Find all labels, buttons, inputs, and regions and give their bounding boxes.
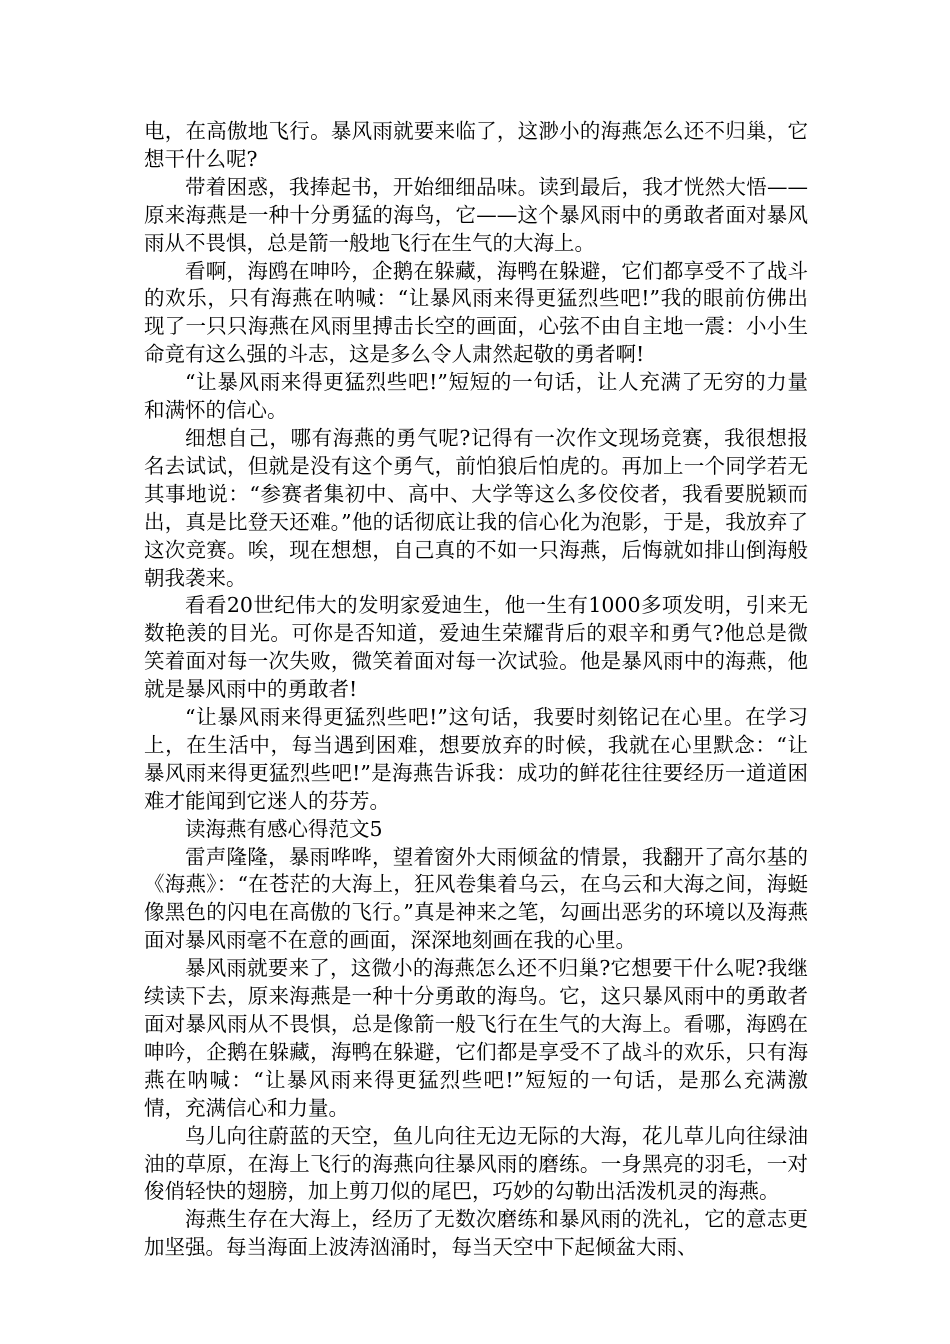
- paragraph-continuation: 电，在高傲地飞行。暴风雨就要来临了，这渺小的海燕怎么还不归巢，它想干什么呢?: [144, 119, 808, 171]
- paragraph: 看看20世纪伟大的发明家爱迪生，他一生有1000多项发明，引来无数艳羡的目光。可你是否知道，爱迪生荣耀背后的艰辛和勇气?他总是微笑着面对每一次失败，微笑着面对每一次试验。他是暴风雨中的海燕，他就是暴风雨中的勇敢者!: [144, 593, 808, 702]
- paragraph: 细想自己，哪有海燕的勇气呢?记得有一次作文现场竞赛，我很想报名去试试，但就是没有这个勇气，前怕狼后怕虎的。再加上一个同学若无其事地说：“参赛者集初中、高中、大学等这么多佼佼者，我看要脱颖而出，真是比登天还难。”他的话彻底让我的信心化为泡影，于是，我放弃了这次竞赛。唉，现在想想，自己真的不如一只海燕，后悔就如排山倒海般朝我袭来。: [144, 425, 808, 590]
- paragraph: 暴风雨就要来了，这微小的海燕怎么还不归巢?它想要干什么呢?我继续读下去，原来海燕是一种十分勇敢的海鸟。它，这只暴风雨中的勇敢者面对暴风雨从不畏惧，总是像箭一般飞行在生气的大海上。看哪，海鸥在呻吟，企鹅在躲藏，海鸭在躲避，它们都是享受不了战斗的欢乐，只有海燕在呐喊：“让暴风雨来得更猛烈些吧!”短短的一句话，是那么充满激情，充满信心和力量。: [144, 956, 808, 1120]
- document-body: [144, 118, 808, 1262]
- paragraph: 看啊，海鸥在呻吟，企鹅在躲藏，海鸭在躲避，它们都享受不了战斗的欢乐，只有海燕在呐喊：“让暴风雨来得更猛烈些吧!”我的眼前仿佛出现了一只只海燕在风雨里搏击长空的画面，心弦不由自主地一震：小小生命竟有这么强的斗志，这是多么令人肃然起敬的勇者啊!: [144, 258, 808, 367]
- paragraph: “让暴风雨来得更猛烈些吧!”短短的一句话，让人充满了无穷的力量和满怀的信心。: [144, 370, 808, 423]
- paragraph: 带着困惑，我捧起书，开始细细品味。读到最后，我才恍然大悟——原来海燕是一种十分勇猛的海鸟，它——这个暴风雨中的勇敢者面对暴风雨从不畏惧，总是箭一般地飞行在生气的大海上。: [144, 174, 808, 255]
- paragraph: 雷声隆隆，暴雨哗哗，望着窗外大雨倾盆的情景，我翻开了高尔基的《海燕》：“在苍茫的大海上，狂风卷集着乌云，在乌云和大海之间，海蜓像黑色的闪电在高傲的飞行。”真是神来之笔，勾画出恶劣的环境以及海燕面对暴风雨毫不在意的画面，深深地刻画在我的心里。: [144, 844, 808, 953]
- paragraph: 鸟儿向往蔚蓝的天空，鱼儿向往无边无际的大海，花儿草儿向往绿油油的草原，在海上飞行的海燕向往暴风雨的磨练。一身黑亮的羽毛，一对俊俏轻快的翅膀，加上剪刀似的尾巴，巧妙的勾勒出活泼机灵的海燕。: [144, 1123, 808, 1204]
- section-heading: 读海燕有感心得范文5: [185, 816, 383, 841]
- paragraph: “让暴风雨来得更猛烈些吧!”这句话，我要时刻铭记在心里。在学习上，在生活中，每当遇到困难，想要放弃的时候，我就在心里默念：“让暴风雨来得更猛烈些吧!”是海燕告诉我：成功的鲜花往往要经历一道道困难才能闻到它迷人的芬芳。: [144, 705, 808, 813]
- paragraph: 海燕生存在大海上，经历了无数次磨练和暴风雨的洗礼，它的意志更加坚强。每当海面上波涛汹涌时，每当天空中下起倾盆大雨、: [144, 1207, 808, 1260]
